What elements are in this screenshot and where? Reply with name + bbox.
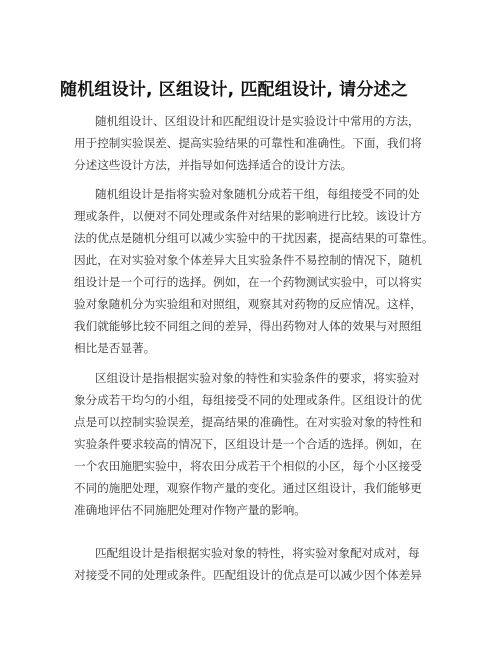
paragraph-line: 象分成若干均匀的小组，每组接受不同的处理或条件。区组设计的优 (74, 393, 422, 407)
paragraph-line: 随机组设计是指将实验对象随机分成若干组，每组接受不同的处 (95, 187, 420, 201)
paragraph-line: 理或条件，以便对不同处理或条件对结果的影响进行比较。该设计方 (74, 209, 422, 223)
paragraph-line: 随机组设计、区组设计和匹配组设计是实验设计中常用的方法， (95, 114, 420, 128)
paragraph-line: 准确地评估不同施肥处理对作物产量的影响。 (74, 503, 306, 517)
paragraph-line: 因此，在对实验对象个体差异大且实验条件不易控制的情况下，随机 (74, 253, 422, 267)
paragraph-line: 验对象随机分为实验组和对照组，观察其对药物的反应情况。这样， (74, 297, 422, 311)
paragraph-line: 匹配组设计是指根据实验对象的特性，将实验对象配对成对，每 (95, 546, 420, 560)
paragraph-line: 区组设计是指根据实验对象的特性和实验条件的要求，将实验对 (95, 371, 420, 385)
paragraph-line: 组设计是一个可行的选择。例如，在一个药物测试实验中，可以将实 (74, 275, 422, 289)
paragraph-line: 不同的施肥处理，观察作物产量的变化。通过区组设计，我们能够更 (74, 481, 422, 495)
paragraph-line: 法的优点是随机分组可以减少实验中的干扰因素，提高结果的可靠性。 (74, 231, 434, 245)
paragraph-line: 用于控制实验误差、提高实验结果的可靠性和准确性。下面，我们将 (74, 136, 422, 150)
paragraph-line: 对接受不同的处理或条件。匹配组设计的优点是可以减少因个体差异 (74, 568, 422, 582)
document-title: 随机组设计, 区组设计, 匹配组设计, 请分述之 (60, 80, 408, 100)
paragraph-line: 分述这些设计方法，并指导如何选择适合的设计方法。 (74, 158, 353, 172)
paragraph-line: 一个农田施肥实验中，将农田分成若干个相似的小区，每个小区接受 (74, 459, 422, 473)
paragraph-line: 相比是否显著。 (74, 341, 156, 355)
paragraph-line: 实验条件要求较高的情况下，区组设计是一个合适的选择。例如，在 (74, 437, 422, 451)
paragraph-line: 我们就能够比较不同组之间的差异，得出药物对人体的效果与对照组 (74, 319, 422, 333)
paragraph-line: 点是可以控制实验误差，提高结果的准确性。在对实验对象的特性和 (74, 415, 422, 429)
